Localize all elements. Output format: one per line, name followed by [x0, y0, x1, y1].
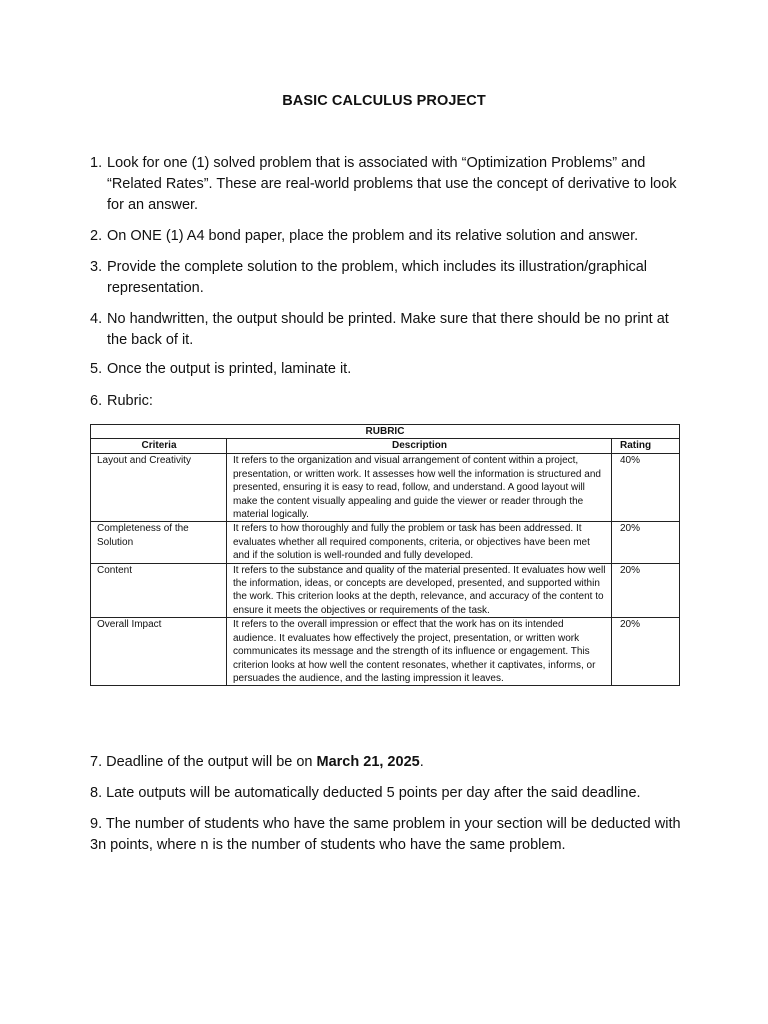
- deadline-suffix: .: [419, 754, 424, 770]
- description-cell: It refers to the substance and quality of the material presented. It evaluates how well the information, ideas, or concepts are developed, presented, and supported within the work. This criterion looks at the depth, relevance, and accuracy of the content to ensure it meets the objectives or requirements of the task.: [227, 563, 612, 618]
- table-row: [91, 522, 680, 563]
- rubric-header-row: [91, 439, 680, 454]
- rating-cell: 20%: [612, 618, 680, 686]
- list-item-text: No handwritten, the output should be printed. Make sure that there should be no print at the back of it.: [107, 311, 669, 348]
- deadline-date: March 21, 2025: [316, 754, 420, 770]
- list-item-number: 6.: [90, 393, 103, 409]
- description-header: Description: [227, 439, 612, 454]
- list-item-text: On ONE (1) A4 bond paper, place the problem and its relative solution and answer.: [107, 228, 639, 244]
- criteria-header: Criteria: [91, 439, 227, 454]
- list-item-3: [90, 257, 680, 299]
- list-item-text: Rubric:: [107, 393, 153, 409]
- criteria-cell: Completeness of the Solution: [91, 522, 227, 563]
- table-row: [91, 618, 680, 686]
- rubric-caption: RUBRIC: [91, 425, 680, 439]
- list-item-2: [90, 226, 680, 247]
- list-item-text: 9. The number of students who have the same problem in your section will be deducted with 3n points, where n is the number of students who have the same problem.: [90, 816, 681, 853]
- rating-cell: 40%: [612, 454, 680, 522]
- rating-cell: 20%: [612, 522, 680, 563]
- list-item-5: [90, 359, 680, 380]
- table-row: [91, 563, 680, 618]
- list-item-text: 8. Late outputs will be automatically deducted 5 points per day after the said deadline.: [90, 785, 641, 801]
- list-item-6: [90, 391, 680, 412]
- deadline-prefix: 7. Deadline of the output will be on: [90, 754, 317, 770]
- page-title: BASIC CALCULUS PROJECT: [282, 93, 486, 109]
- description-cell: It refers to how thoroughly and fully the problem or task has been addressed. It evaluates whether all required components, criteria, or objectives have been met and if the solution is well-rounded and fully developed.: [227, 522, 612, 563]
- list-item-text: Provide the complete solution to the problem, which includes its illustration/graphical representation.: [107, 259, 648, 296]
- criteria-cell: Layout and Creativity: [91, 454, 227, 522]
- criteria-cell: Overall Impact: [91, 618, 227, 686]
- list-item-1: [90, 153, 680, 216]
- list-item-7: [90, 752, 690, 773]
- criteria-cell: Content: [91, 563, 227, 618]
- list-item-text: [90, 752, 690, 773]
- list-item-text: Once the output is printed, laminate it.: [107, 361, 352, 377]
- table-row: [91, 454, 680, 522]
- list-item-number: 3.: [90, 259, 103, 275]
- list-item-number: 2.: [90, 228, 103, 244]
- rubric-table: [90, 424, 680, 686]
- description-cell: It refers to the overall impression or effect that the work has on its intended audience. It evaluates how effectively the project, presentation, or written work communicates its message and the strength of its influence or engagement. This criterion looks at how well the content resonates, whether it captivates, informs, or persuades the audience, and the lasting impression it leaves.: [227, 618, 612, 686]
- rating-header: Rating: [612, 439, 680, 454]
- list-item-8: [90, 783, 690, 804]
- rating-cell: 20%: [612, 563, 680, 618]
- list-item-4: [90, 309, 680, 351]
- list-item-number: 1.: [90, 155, 103, 171]
- description-cell: It refers to the organization and visual arrangement of content within a project, presentation, or written work. It assesses how well the information is structured and presented, ensuring it is easy to read, follow, and understand. A good layout will make the content visually appealing and guide the viewer or reader through the material logically.: [227, 454, 612, 522]
- list-item-9: [90, 814, 690, 856]
- list-item-number: 5.: [90, 361, 103, 377]
- list-item-text: Look for one (1) solved problem that is associated with “Optimization Problems” and “Related Rates”. These are real-world problems that use the concept of derivative to look for an answer.: [107, 155, 677, 213]
- list-item-number: 4.: [90, 311, 103, 327]
